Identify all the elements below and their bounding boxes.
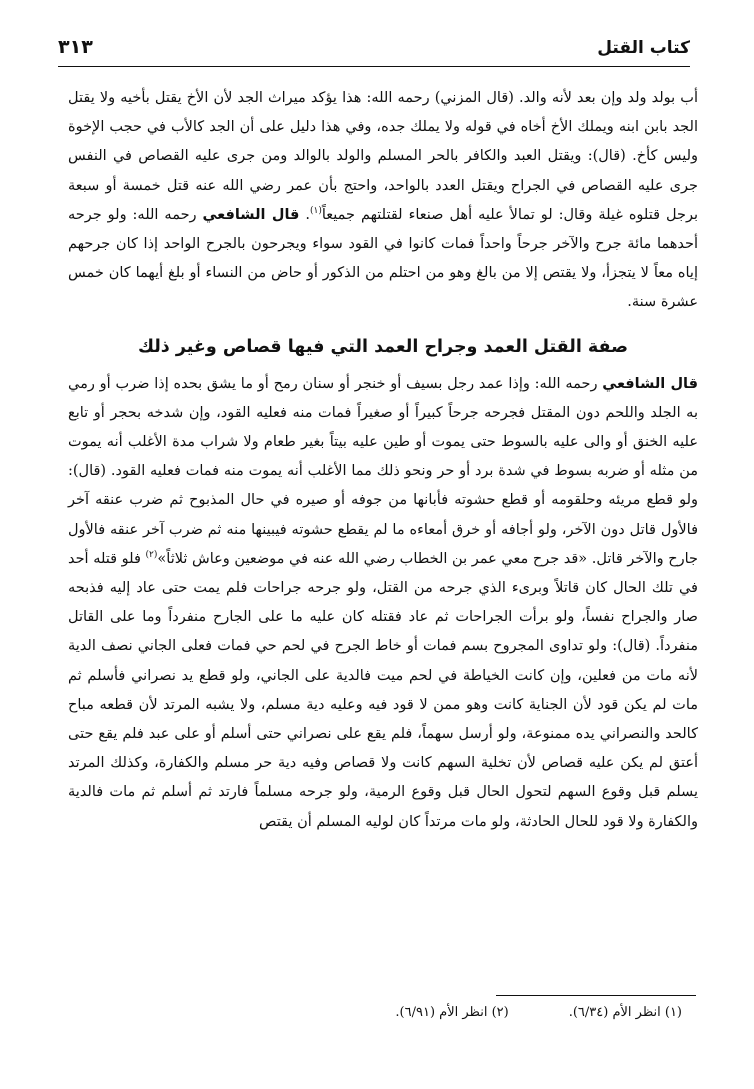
speaker-label: قال الشافعي [602, 375, 698, 392]
paragraph-1 [68, 84, 698, 318]
footnote-ref-2: (٢) [145, 550, 158, 561]
page-header [58, 30, 690, 67]
chapter-title: كتاب القتل [597, 38, 690, 58]
footnotes [220, 1003, 682, 1023]
paragraph-2-text-b: فلو قتله أحد في تلك الحال كان قاتلاً وبرىء الذي جرحه من القتل، ولو جرحه جراحات فلم يمت حتى عاد إليه فذبحه صار والجراح نفساً، ولو برأت الجراحات ثم عاد فقتله كان عليه ما على الجارح منفرداً وما على القاتل منفرداً. (قال): ولو تداوى المجروح بسم فمات أو خاط الجرح في لحم حي فمات فعلى الجاني نصف الدية لأنه مات من فعلين، وإن كانت الخياطة في لحم ميت فالدية على الجاني، ولو قطع يد نصراني فأسلم ثم مات لم يكن قود لأن الجناية كانت وهو ممن لا قود فيه وعليه دية مسلم، ولا يشبه المرتد لأن قطعه مباح كالحد والنصراني يده ممنوعة، ولو أرسل سهماً، فلم يقع على نصراني حتى أسلم أو على عبد فلم يقع حتى أعتق لم يكن عليه قصاص لأن تخلية السهم كانت ولا قصاص وفيه دية حر مسلم والكفارة، وكذلك المرتد يسلم قبل وقوع السهم لتحول الحال قبل وقوع الرمية، ولو جرحه مسلماً فارتد ثم أسلم ثم مات فالدية والكفارة ولا قود للحال الحادثة، ولو مات مرتداً كان لوليه المسلم أن يقتص [67, 550, 698, 830]
paragraph-2-text-a: رحمه الله: وإذا عمد رجل بسيف أو خنجر أو سنان رمح أو ما يشق بحده إذا ضرب أو رمي به الجلد واللحم دون المقتل فجرحه جرحاً كبيراً أو صغيراً فمات منه فعليه القود، وإن شدخه بحجر أو تابع عليه الخنق أو والى عليه بالسوط حتى يموت أو طين عليه بيتاً بغير طعام ولا شراب مدة الأغلب أنه يموت من مثله أو ضربه بسوط في شدة برد أو حر ونحو ذلك مما الأغلب أنه يموت منه فمات فعليه القود. (قال): ولو قطع مريئه وحلقومه أو قطع حشوته فأبانها من جوفه أو صيره في حال المذبوح ثم ضرب عنقه آخر فالأول قاتل دون الآخر، ولو أجافه أو خرق أمعاءه ما لم يقطع حشوته فيبينها منه ثم ضرب آخر عنقه فالأول جارح والآخر قاتل. «قد جرح معي عمر بن الخطاب رضي الله عنه في موضعين وعاش ثلاثاً» [68, 375, 699, 567]
page-number: ٣١٣ [58, 36, 93, 58]
paragraph-1-text-c: رحمه الله: ولو جرحه أحدهما مائة جرح والآخر جرحاً واحداً فمات كانوا في القود سواء ويجرحون بالجرح الواحد إذا كان جرحهم إياه معاً لا يتجزأ، ولا يقتص إلا من بالغ وهو من احتلم من الذكور أو حاض من النساء أو بلغ أيهما كان خمس عشرة سنة. [68, 206, 698, 311]
speaker-label: قال الشافعي [202, 206, 300, 223]
footnote-1: (١) انظر الأم (٦/٣٤). [568, 1005, 682, 1020]
main-text [68, 84, 698, 837]
footnote-divider [496, 995, 696, 996]
paragraph-1-text-a: أب بولد ولد وإن بعد لأنه والد. (قال المزني) رحمه الله: هذا يؤكد ميراث الجد لأن الأخ يقتل بأخيه ولا يقتل الجد بابن ابنه ويملك الأخ أخاه في قوله ولا يملك جده، وفي هذا دليل على أن الجد كالأب في حجب الإخوة وليس كأخ. (قال): ويقتل العبد والكافر بالحر المسلم والولد بالوالد ومن جرى عليه القصاص في النفس جرى عليه القصاص في الجراح ويقتل العدد بالواحد، واحتج بأن عمر رضي الله عنه قتل خمسة أو سبعة برجل قتلوه غيلة وقال: لو تمالأ عليه أهل صنعاء لقتلتهم جميعاً [68, 90, 698, 223]
footnote-2: (٢) انظر الأم (٦/٩١). [395, 1005, 509, 1020]
paragraph-1-text-b: . [299, 206, 310, 223]
footnote-ref-1: (١) [309, 205, 322, 216]
section-heading: صفة القتل العمد وجراح العمد التي فيها قصاص وغير ذلك [137, 336, 629, 357]
paragraph-2 [68, 370, 698, 837]
